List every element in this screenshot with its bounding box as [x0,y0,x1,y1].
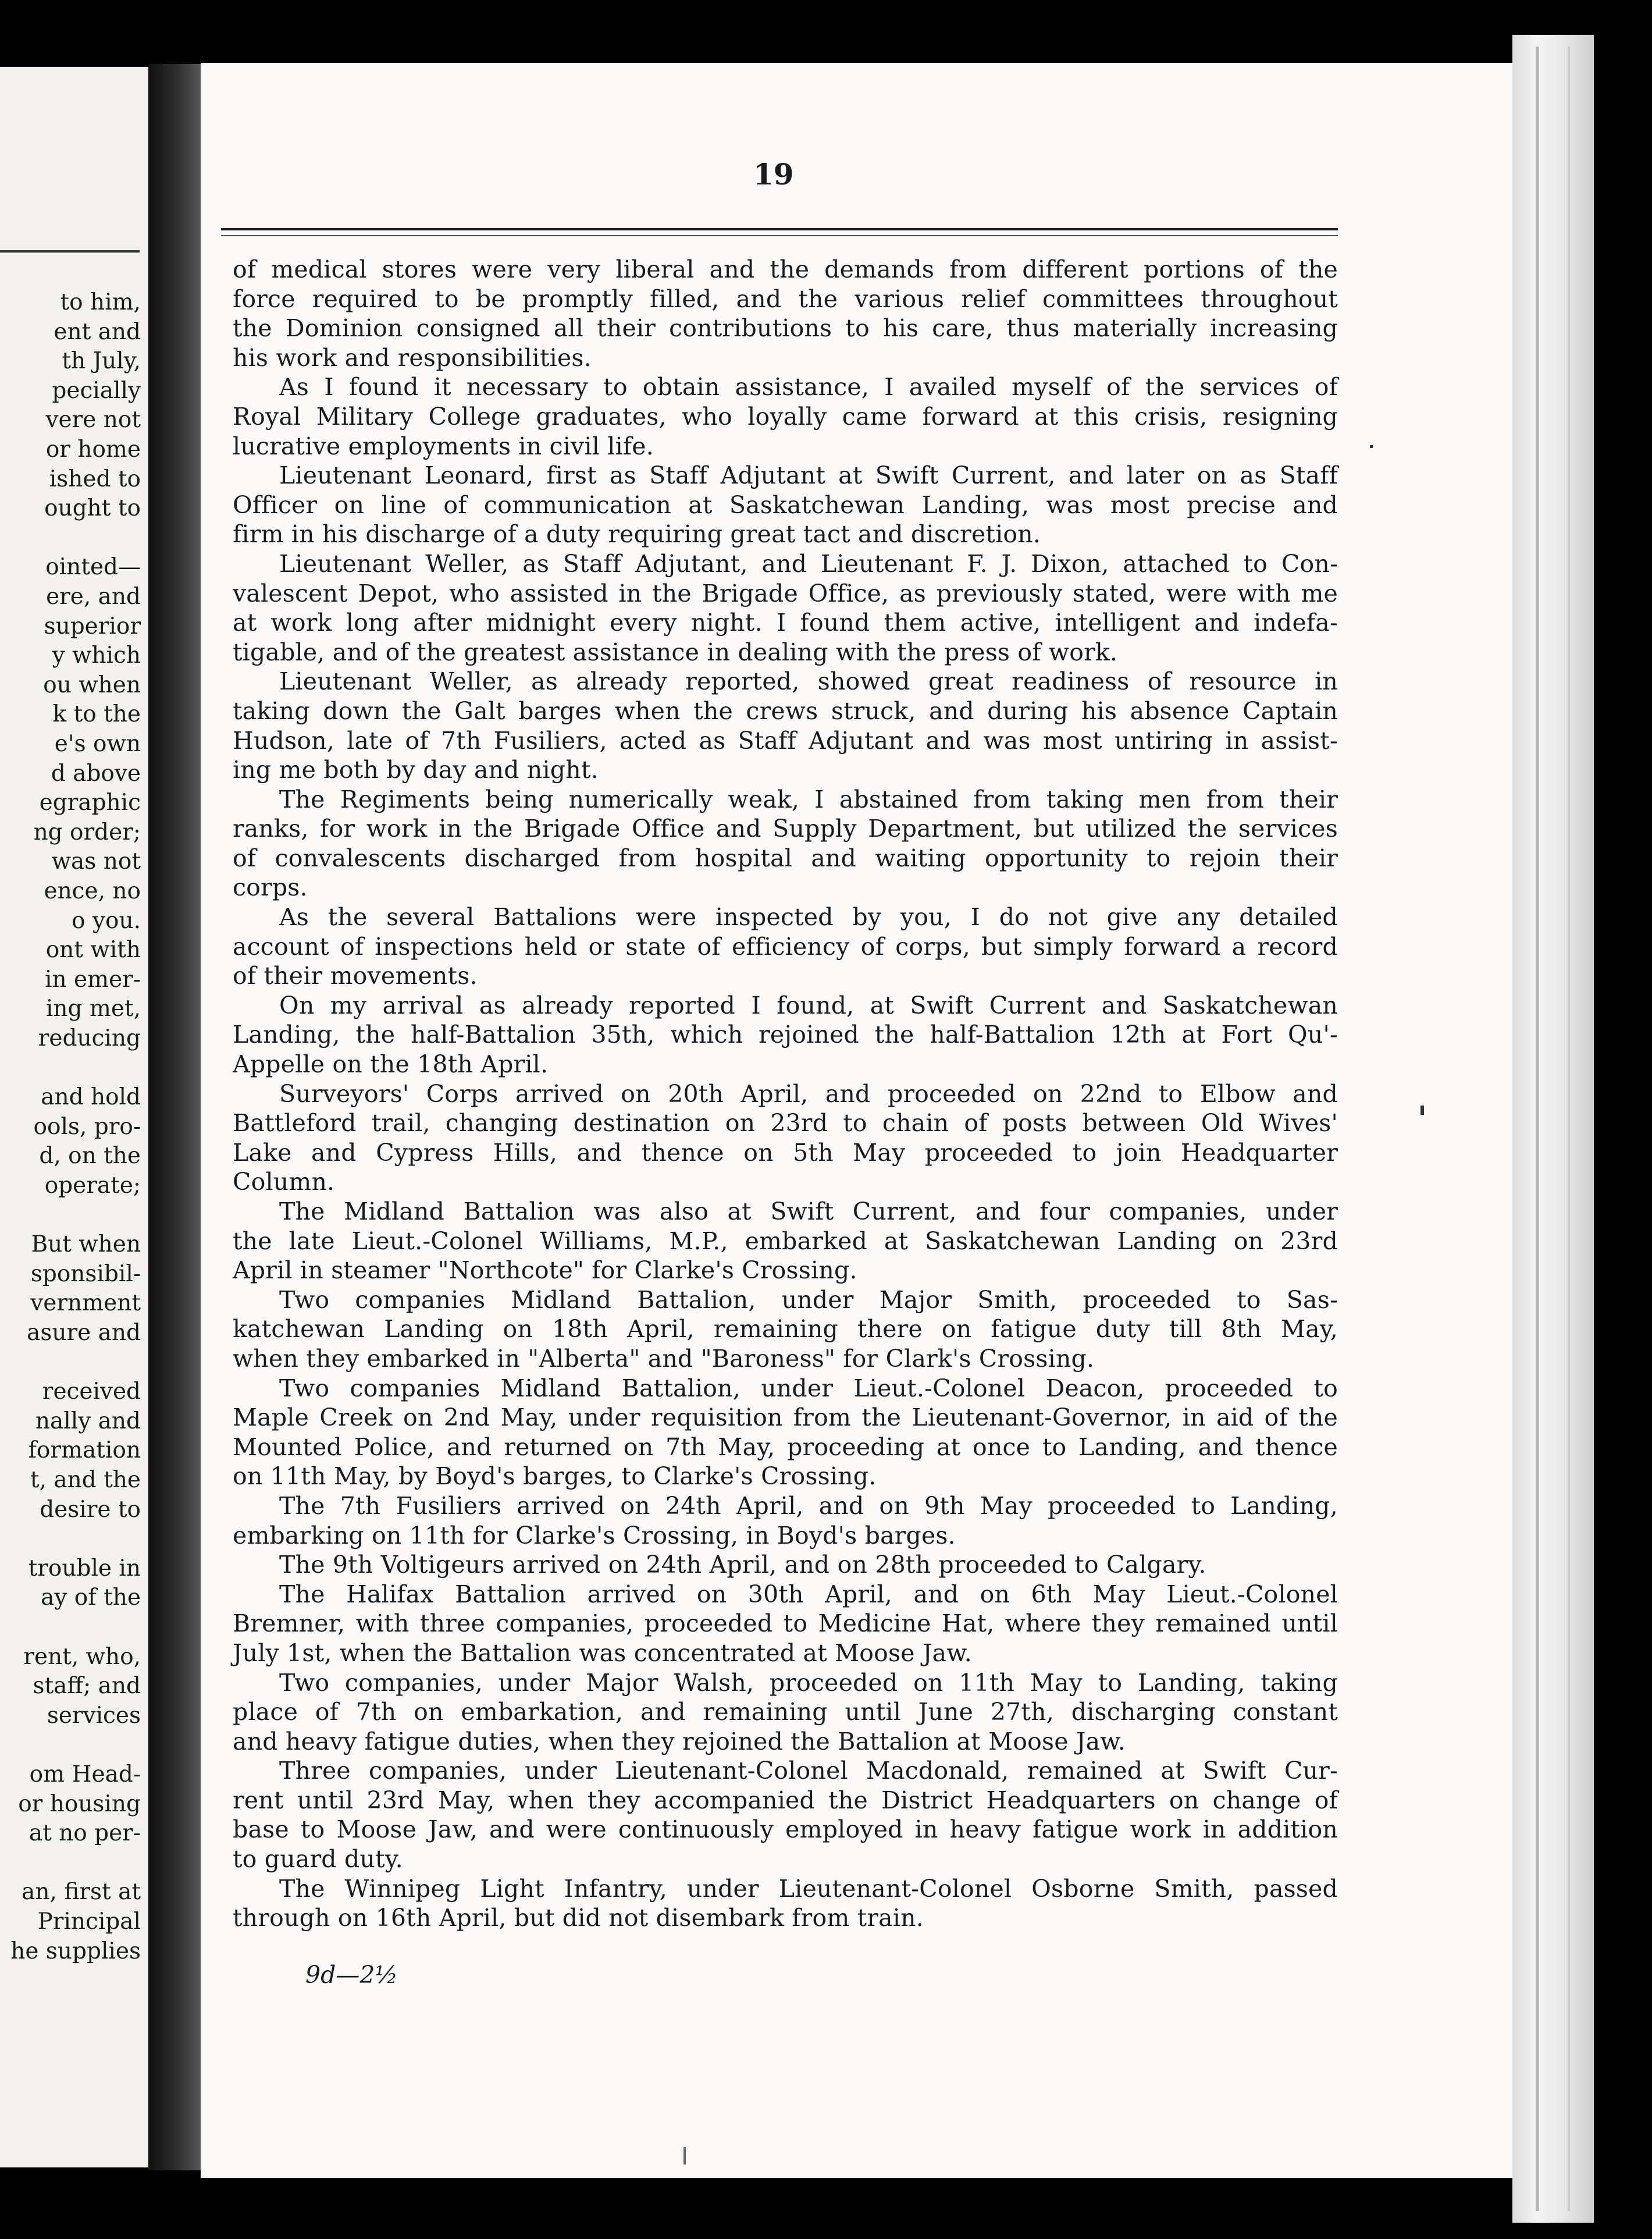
text-line: of medical stores were very liberal and the demands from different portions of the [233,255,1338,283]
text-line: embarking on 11th for Clarke's Crossing, in Boyd's barges. [233,1521,956,1549]
text-line: ing me both by day and night. [233,756,599,784]
text-line: at work long after midnight every night. I found them active, intelligent and indefa- [233,609,1338,637]
header-rule-thin [221,235,1338,236]
facing-page-line: or housing [18,1790,141,1817]
text-line: The Winnipeg Light Infantry, under Lieutenant-Colonel Osborne Smith, passed [279,1874,1338,1903]
header-rule [221,228,1338,230]
facing-page-fragment [0,67,157,2167]
text-line: katchewan Landing on 18th April, remaining there on fatigue duty till 8th May, [233,1315,1338,1344]
text-line: Three companies, under Lieutenant-Colonel Macdonald, remained at Swift Cur- [279,1757,1338,1785]
text-line: Maple Creek on 2nd May, under requisition from the Lieutenant-Governor, in aid of the [233,1403,1338,1432]
text-line: valescent Depot, who assisted in the Brigade Office, as previously stated, were with me [233,579,1338,607]
text-line: Hudson, late of 7th Fusiliers, acted as Staff Adjutant and was most untiring in assist- [233,726,1338,755]
text-line: On my arrival as already reported I found, at Swift Current and Saskatchewan [279,991,1338,1019]
text-line: account of inspections held or state of efficiency of corps, but simply forward a record [233,932,1338,961]
facing-page-line: ont with [45,937,141,964]
text-line: As I found it necessary to obtain assistance, I availed myself of the services of [279,373,1338,401]
text-line: Two companies, under Major Walsh, proceeded on 11th May to Landing, taking [279,1668,1338,1697]
facing-page-rule [0,250,140,253]
facing-page-line: ing met, [45,996,141,1022]
text-line: base to Moose Jaw, and were continuously employed in heavy fatigue work in addition [233,1815,1338,1844]
facing-page-line: ought to [44,495,141,522]
facing-page-line: operate; [44,1172,141,1199]
text-line: The 9th Voltigeurs arrived on 24th April, and on 28th proceeded to Calgary. [279,1551,1206,1579]
text-line: April in steamer "Northcote" for Clarke's Crossing. [233,1256,857,1285]
text-line: Lieutenant Leonard, first as Staff Adjutant at Swift Current, and later on as Staff [279,461,1338,490]
text-line: rent until 23rd May, when they accompanied the District Headquarters on change of [233,1786,1338,1814]
text-line: Surveyors' Corps arrived on 20th April, and proceeded on 22nd to Elbow and [279,1079,1338,1108]
facing-page-line: trouble in [28,1555,141,1581]
facing-page-line: staff; and [33,1673,141,1700]
text-line: Royal Military College graduates, who loyally came forward at this crisis, resigning [233,402,1338,431]
facing-page-line: asure and [27,1320,141,1346]
text-line: Officer on line of communication at Saskatchewan Landing, was most precise and [233,491,1338,519]
text-line: Lake and Cypress Hills, and thence on 5th May proceeded to join Headquarter [233,1138,1338,1167]
text-line: tigable, and of the greatest assistance in dealing with the press of work. [233,638,1118,666]
text-line: Lieutenant Weller, as already reported, showed great readiness of resource in [279,667,1338,696]
page-number: 19 [753,157,794,191]
text-line: corps. [233,873,308,902]
ink-speck [1370,445,1373,448]
facing-page-line: ools, pro- [33,1113,141,1140]
facing-page-line: an, first at [22,1879,141,1906]
facing-page-line: o you. [72,907,141,934]
facing-page-line: ointed— [45,554,141,581]
facing-page-line: om Head- [29,1761,141,1787]
text-line: of convalescents discharged from hospital and waiting opportunity to rejoin their [233,844,1338,872]
facing-page-line: th July, [62,348,141,375]
facing-page-line: d, on the [39,1143,141,1170]
facing-page-line: ence, no [44,878,141,904]
text-line: the late Lieut.-Colonel Williams, M.P., embarked at Saskatchewan Landing on 23rd [233,1227,1338,1255]
text-line: Mounted Police, and returned on 7th May, proceeding at once to Landing, and thence [233,1433,1338,1461]
ink-speck [683,2147,686,2165]
facing-page-line: was not [51,848,141,875]
text-line: force required to be promptly filled, and the various relief committees throughout [233,285,1338,313]
facing-page-line: y which [52,642,141,669]
text-line: on 11th May, by Boyd's barges, to Clarke's Crossing. [233,1462,877,1491]
facing-page-line: in emer- [45,966,141,993]
facing-page-line: and hold [41,1084,141,1111]
text-line: through on 16th April, but did not disembark from train. [233,1904,924,1932]
facing-page-line: d above [51,760,141,787]
facing-page-line: ished to [49,465,141,492]
facing-page-line: egraphic [39,790,141,816]
ink-speck [1420,1106,1424,1115]
facing-page-line: But when [31,1231,141,1258]
facing-page-line: rent, who, [23,1643,141,1670]
text-line: Lieutenant Weller, as Staff Adjutant, and Lieutenant F. J. Dixon, attached to Con- [279,549,1338,578]
text-line: of their movements. [233,962,478,990]
facing-page-line: ent and [54,318,141,345]
facing-page-line: at no per- [29,1820,141,1847]
facing-page-line: vere not [45,407,141,433]
text-line: Battleford trail, changing destination on 23rd to chain of posts between Old Wives' [233,1109,1338,1138]
facing-page-line: formation [28,1437,141,1464]
text-line: The Regiments being numerically weak, I abstained from taking men from their [279,785,1338,813]
facing-page-line: e's own [54,731,141,757]
facing-page-line: desire to [40,1496,141,1523]
text-line: The Midland Battalion was also at Swift Current, and four companies, under [279,1197,1338,1225]
facing-page-line: ou when [43,671,141,698]
facing-page-line: ay of the [41,1584,141,1611]
text-line: place of 7th on embarkation, and remaining until June 27th, discharging constant [233,1698,1338,1726]
text-line: The Halifax Battalion arrived on 30th April, and on 6th May Lieut.-Colonel [279,1580,1338,1608]
body-text [233,255,1338,1933]
facing-page-line: Principal [37,1909,141,1935]
text-line: firm in his discharge of a duty requiring great tact and discretion. [233,520,1041,549]
text-line: Two companies Midland Battalion, under Lieut.-Colonel Deacon, proceeded to [279,1374,1338,1402]
text-line: ranks, for work in the Brigade Office and Supply Department, but utilized the services [233,815,1338,843]
text-line: Two companies Midland Battalion, under Major Smith, proceeded to Sas- [279,1285,1338,1314]
facing-page-line: nally and [35,1408,141,1434]
text-line: the Dominion consigned all their contributions to his care, thus materially increasing [233,314,1338,343]
facing-page-line: t, and the [30,1467,141,1493]
facing-page-line: pecially [52,377,141,404]
facing-page-line: reducing [38,1025,141,1051]
facing-page-line: k to the [52,701,141,728]
facing-page-line: received [42,1378,141,1405]
facing-page-line: he supplies [10,1938,141,1964]
facing-page-line: ng order; [33,819,141,845]
facing-page-line: ere, and [46,584,141,610]
facing-page-line: services [47,1702,141,1729]
text-line: Landing, the half-Battalion 35th, which rejoined the half-Battalion 12th at Fort Qu'- [233,1021,1338,1049]
text-line: As the several Battalions were inspected by you, I do not give any detailed [279,903,1338,932]
text-line: Column. [233,1168,335,1196]
printer-signature-mark: 9d—2½ [305,1961,398,1989]
facing-page-line: or home [45,436,141,463]
text-line: taking down the Galt barges when the crews struck, and during his absence Captain [233,696,1338,725]
facing-page-line: superior [44,613,141,639]
text-line: The 7th Fusiliers arrived on 24th April, and on 9th May proceeded to Landing, [279,1491,1338,1520]
page-edges [1512,35,1594,2223]
text-line: to guard duty. [233,1845,403,1874]
text-line: Bremner, with three companies, proceeded to Medicine Hat, where they remained until [233,1609,1338,1638]
facing-page-line: sponsibil- [30,1260,141,1287]
text-line: and heavy fatigue duties, when they rejoined the Battalion at Moose Jaw. [233,1727,1126,1755]
text-line: when they embarked in "Alberta" and "Baroness" for Clark's Crossing. [233,1344,1095,1373]
facing-page-line: vernment [30,1290,141,1317]
text-line: lucrative employments in civil life. [233,432,654,460]
facing-page-line: to him, [60,289,141,315]
text-line: Appelle on the 18th April. [233,1050,549,1079]
text-line: his work and responsibilities. [233,343,592,372]
text-line: July 1st, when the Battalion was concentrated at Moose Jaw. [233,1639,972,1667]
